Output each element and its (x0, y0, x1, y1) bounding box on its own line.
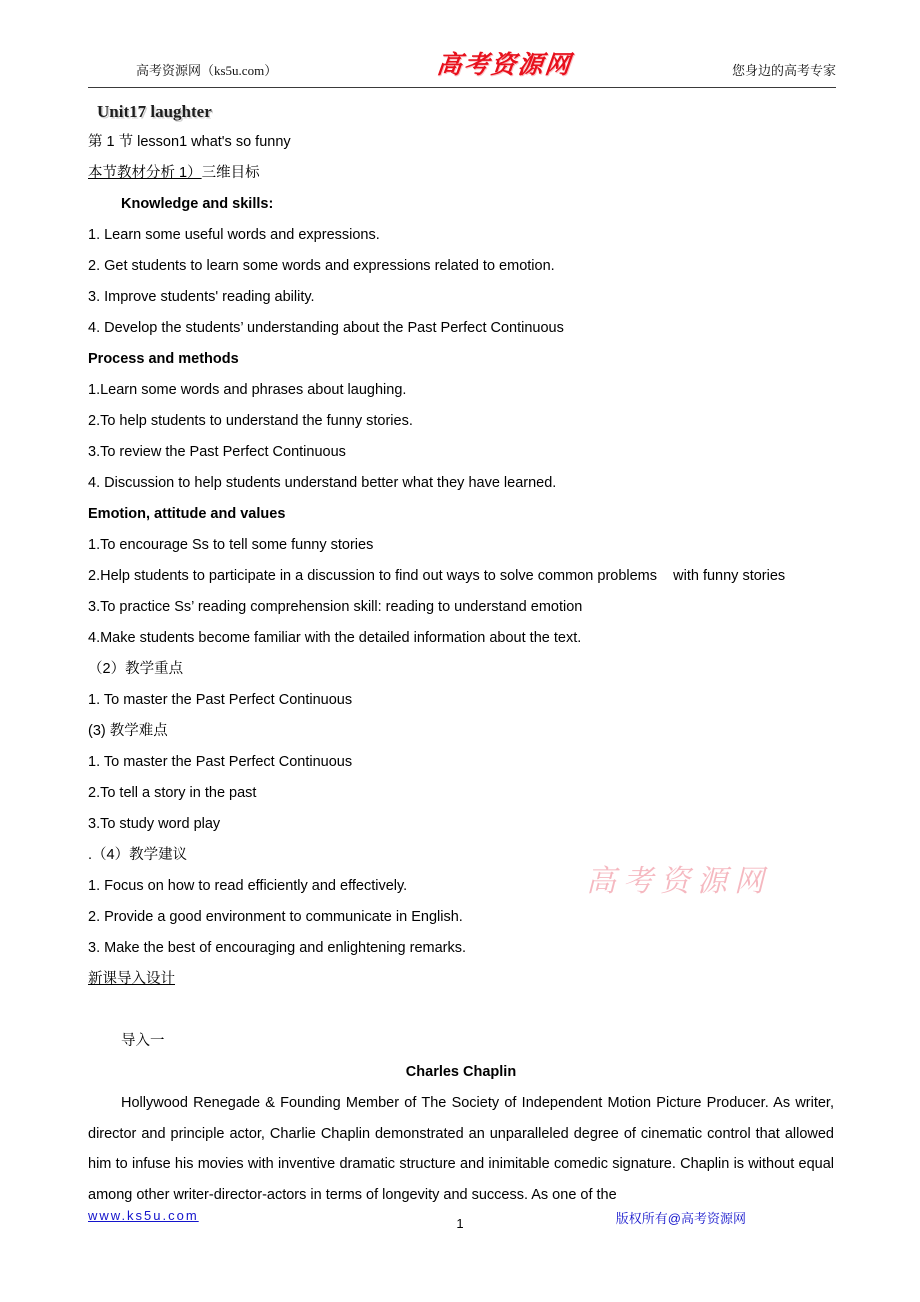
doc-line: Unit17 laughter (97, 102, 212, 121)
doc-line: 2. Get students to learn some words and expressions related to emotion. (88, 258, 555, 274)
doc-line: 3. Improve students' reading ability. (88, 289, 315, 305)
page-number: 1 (456, 1216, 464, 1231)
doc-line: 4. Develop the students’ understanding about the Past Perfect Continuous (88, 320, 564, 336)
doc-line: Emotion, attitude and values (88, 506, 286, 522)
doc-line: 3.To practice Ss’ reading comprehension skill: reading to understand emotion (88, 599, 583, 615)
doc-line: 3.To review the Past Perfect Continuous (88, 444, 346, 460)
doc-line: （2）教学重点 (88, 661, 184, 677)
watermark: 高考资源网 (586, 865, 771, 898)
page-footer (88, 1208, 832, 1238)
footer-copyright-link[interactable]: 版权所有@高考资源网 (615, 1211, 746, 1226)
doc-line: Process and methods (88, 351, 239, 367)
line-text: 三维目标 (201, 165, 260, 181)
doc-line: 3. Make the best of encouraging and enlightening remarks. (88, 940, 467, 956)
doc-line: Knowledge and skills: (121, 196, 274, 212)
header-site-name: 高考资源网（ks5u.com） (136, 63, 278, 78)
footer-site-link[interactable]: www.ks5u.com (88, 1208, 199, 1223)
doc-line (88, 964, 834, 995)
doc-line: 2. Provide a good environment to communicate in English. (88, 909, 463, 925)
doc-line: Hollywood Renegade & Founding Member of The Society of Independent Motion Picture Producer. As writer, director and principle actor, Charlie Chaplin demonstrated an unparalleled degree of cinematic control that allowed him to infuse his movies with inventive dramatic structure and inimitable comedic signature. Chaplin is without equal among other writer-director-actors in terms of longevity and success. As one of the (88, 1095, 839, 1203)
doc-line (88, 158, 834, 189)
underlined-text: 新课导入设计 (88, 971, 175, 987)
header-slogan: 您身边的高考专家 (731, 63, 836, 78)
doc-line: 1. Learn some useful words and expressions. (88, 227, 380, 243)
doc-line: 4. Discussion to help students understand better what they have learned. (88, 475, 557, 491)
doc-line: 第 1 节 lesson1 what's so funny (88, 134, 291, 150)
underlined-text: 本节教材分析 1） (88, 165, 202, 181)
doc-line: 2.To help students to understand the funny stories. (88, 413, 413, 429)
doc-line: Charles Chaplin (405, 1064, 517, 1080)
doc-line: 1. Focus on how to read efficiently and effectively. (88, 878, 408, 894)
doc-line: 3.To study word play (88, 816, 221, 832)
ks5u-logo: 高考资源网 (435, 52, 574, 79)
doc-line: .（4）教学建议 (88, 847, 188, 863)
page-header (88, 0, 836, 88)
doc-line: 1.Learn some words and phrases about laughing. (88, 382, 407, 398)
doc-line: 2.To tell a story in the past (88, 785, 257, 801)
doc-line: 4.Make students become familiar with the detailed information about the text. (88, 630, 582, 646)
doc-line: 1.To encourage Ss to tell some funny stories (88, 537, 374, 553)
doc-line: 1. To master the Past Perfect Continuous (88, 692, 353, 708)
doc-line: 2.Help students to participate in a discussion to find out ways to solve common problems with funny stories (88, 568, 786, 584)
document-body (88, 88, 839, 1210)
header-row (88, 0, 836, 87)
doc-line: 1. To master the Past Perfect Continuous (88, 754, 353, 770)
doc-line: 导入一 (121, 1033, 165, 1049)
doc-line (88, 995, 834, 1026)
doc-line: (3) 教学难点 (88, 723, 168, 739)
